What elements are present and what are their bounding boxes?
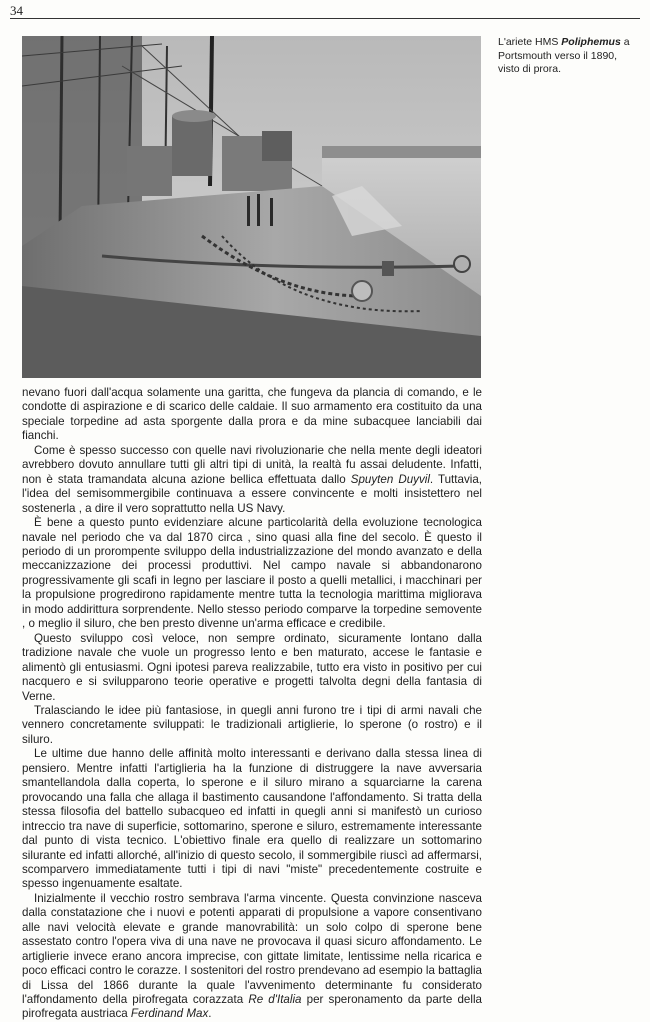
paragraph-text: nevano fuori dall'acqua solamente una garitta, che fungeva da plancia di comando, e le condotte di aspirazione e di scarico delle caldaie. Il suo armamento era costituito da una speciale torpedine ad asta sporgente dalla prora e da mine subacquee lanciabili dai fianchi. bbox=[22, 386, 482, 443]
body-paragraph bbox=[22, 747, 482, 892]
page-number: 34 bbox=[10, 3, 23, 18]
body-paragraph bbox=[22, 516, 482, 632]
photo-caption bbox=[498, 36, 640, 77]
paragraph-text: per speronamento da parte della pirofregata austriaca bbox=[22, 993, 482, 1021]
caption-prefix: L'ariete HMS bbox=[498, 36, 562, 48]
header-rule bbox=[10, 18, 640, 19]
caption-ship-name: Poliphemus bbox=[561, 36, 621, 48]
body-paragraph bbox=[22, 892, 482, 1022]
paragraph-text: Come è spesso successo con quelle navi rivoluzionarie che nella mente degli ideatori avrebbero dovuto annullare tutti gli altri tipi di unità, la realtà fu assai deludente. Infatti, non è stata tramandata alcuna azione bellica effettuata dallo bbox=[22, 443, 482, 486]
italic-ship-name: Re d'Italia bbox=[248, 993, 302, 1007]
page-header bbox=[10, 0, 640, 20]
paragraph-text: . Tuttavia, l'idea del semisommergibile continuava a essere convincente e molti insistettero nel sostenerla , a dire il vero soprattutto nella US Navy. bbox=[22, 472, 482, 515]
paragraph-text: Tralasciando le idee più fantasiose, in quegli anni furono tre i tipi di armi navali che vennero concretamente sviluppati: le tradizionali artiglierie, lo sperone (o rostro) e il siluro. bbox=[22, 703, 482, 746]
paragraph-text: Questo sviluppo così veloce, non sempre ordinato, sicuramente lontano dalla tradizione navale che vuole un progresso lento e ben maturato, accese le fantasie e alimentò gli entusiasmi. Ogni ipotesi pareva realizzabile, tutto era visto in positivo per cui nacquero e si svilupparono teorie operative e progetti talvolta degni della fantasia di Verne. bbox=[22, 631, 482, 703]
body-paragraph bbox=[22, 444, 482, 516]
paragraph-text: . bbox=[208, 1007, 212, 1021]
paragraph-text: È bene a questo punto evidenziare alcune particolarità della evoluzione tecnologica navale nel periodo che va dal 1870 circa , sino quasi alla fine del secolo. È questo il periodo di un prorompente sviluppo della industrializzazione del mondo avanzato e della meccanizzazione dei processi produttivi. Nel campo navale si abbandonarono progressivamente gli scafi in legno per lasciare il posto a quelli metallici, i macchinari per la propulsione progredirono rapidamente mentre tutta la tecnologia marittima migliorava in modo addirittura sorprendente. Nello stesso periodo comparve la torpedine semovente , o meglio il siluro, che ben presto divenne un'arma efficace e credibile. bbox=[22, 516, 482, 631]
italic-ship-name: Spuyten Duyvil bbox=[350, 472, 430, 486]
paragraph-text: Le ultime due hanno delle affinità molto interessanti e derivano dalla stessa linea di pensiero. Mentre infatti l'artiglieria ha la funzione di distruggere la nave avversaria smantellandola dalla coperta, lo sperone e il siluro mirano a squarciarne la carena provocando una falla che allaga il bastimento causandone l'affondamento. Si tratta della stessa filosofia del battello subacqueo ed infatti in quegli anni si manifestò un curioso intreccio tra nave di superficie, sottomarino, sperone e siluro, estremamente interessante dal punto di vista tecnico. L'obiettivo finale era quello di realizzare un sottomarino silurante ed infatti allorché, all'inizio di questo secolo, il sommergibile riuscì ad affermarsi, scomparvero immediatamente tutti i tipi di navi "miste" precedentemente costruite e spesso ingenuamente esaltate. bbox=[22, 747, 482, 891]
article-body bbox=[22, 386, 482, 1022]
italic-ship-name: Ferdinand Max bbox=[130, 1007, 209, 1021]
ship-photo-illustration bbox=[22, 36, 481, 378]
body-paragraph bbox=[22, 386, 482, 444]
paragraph-text: Inizialmente il vecchio rostro sembrava l'arma vincente. Questa convinzione nasceva dalla constatazione che i nuovi e potenti apparati di propulsione a vapore consentivano alle navi velocità elevate e grande manovrabilità: un solo colpo di sperone bene assestato contro l'opera viva di una nave ne provocava il quasi sicuro affondamento. Le artiglierie invece erano ancora imprecise, con gittate limitate, lentissime nella ricarica e poco efficaci contro le corazze. I sostenitori del rostro prendevano ad esempio la battaglia di Lissa del 1866 durante la quale l'avvenimento determinante fu considerato l'affondamento della pirofregata corazzata bbox=[22, 891, 482, 1007]
body-paragraph bbox=[22, 704, 482, 747]
caption-suffix: a Portsmouth verso il 1890, visto di prora. bbox=[498, 36, 630, 75]
ship-photograph bbox=[22, 36, 481, 378]
body-paragraph bbox=[22, 632, 482, 704]
